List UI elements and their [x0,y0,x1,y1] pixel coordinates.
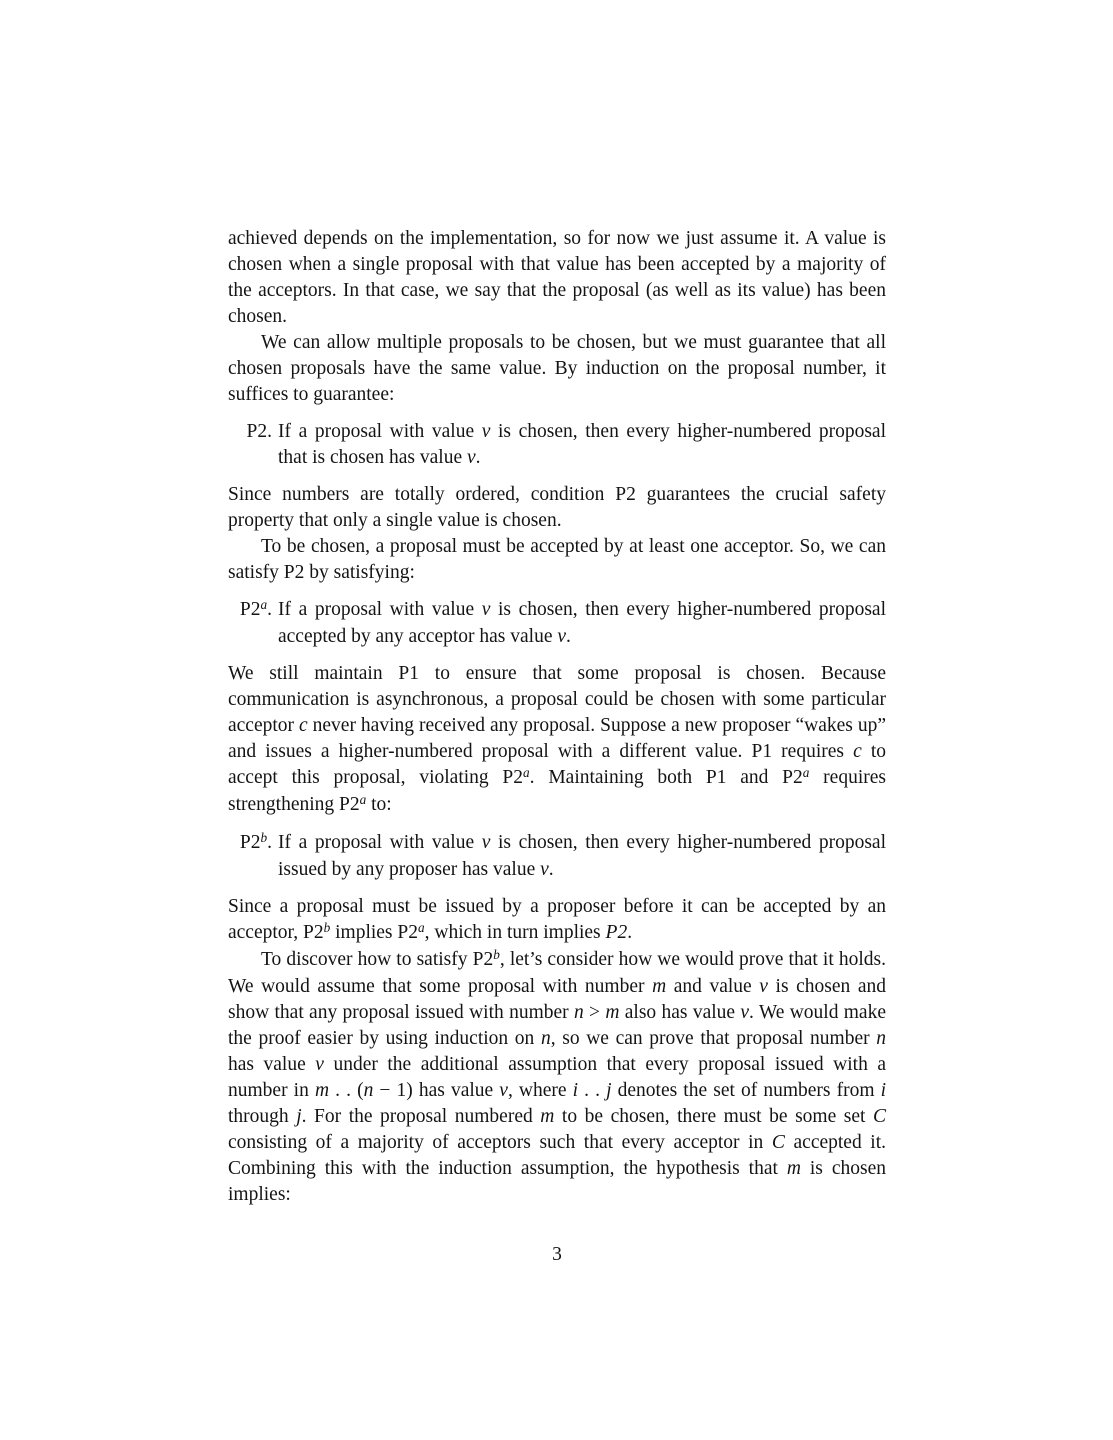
superscript: b [260,830,268,846]
superscript: a [260,597,268,613]
item-label-p2: P2. [246,421,272,442]
math-variable: m [786,1158,801,1179]
math-variable: m [314,1080,330,1101]
math-variable: v [759,976,768,997]
para-totally-ordered: Since numbers are totally ordered, condition P2 guarantees the crucial safety property that only a single value is chosen. [228,484,886,531]
math-variable: n [573,1002,584,1023]
math-variable: m [652,976,667,997]
math-variable: m [540,1106,555,1127]
math-variable: v [540,859,549,880]
math-variable: C [872,1106,886,1127]
item-body-p2a: If a proposal with value v is chosen, then every higher-numbered proposal accepted by any acceptor has value v. [278,599,886,647]
math-variable: v [499,1080,508,1101]
superscript: a [802,765,810,781]
math-variable: v [481,421,491,442]
math-variable: j [296,1106,302,1127]
superscript: a [359,792,367,808]
superscript: b [493,947,500,963]
item-p2a [228,597,886,650]
para-discover-satisfy: To discover how to satisfy P2$^b$, let’s consider how we would prove that it holds. We would assume that some proposal with number m and value v is chosen and show that any proposal issued with number n > m also has value v. We would make the proof easier by using induction on n, so we can prove that proposal number n has value v under the additional assumption that every proposal issued with a number in m . . (n − 1) has value v, where i . . j denotes the set of numbers from i through j. For the proposal numbered m to be chosen, there must be some set C consisting of a majority of acceptors such that every acceptor in C accepted it. Combining this with the induction assumption, the hypothesis that m is chosen implies: [228,947,887,1205]
math-variable: j [606,1080,612,1101]
math-variable: v [481,599,491,620]
item-label-p2a: P2$^a$. [239,597,272,620]
math-variable: c [299,715,308,736]
math-variable: v [467,447,476,468]
superscript: b [323,920,331,936]
math-variable: v [740,1002,750,1023]
math-variable: n [363,1080,374,1101]
math-variable: v [481,832,491,853]
para-to-be-chosen: To be chosen, a proposal must be accepted by at least one acceptor. So, we can satisfy P2 by satisfying: [228,536,886,583]
para-value-chosen: achieved depends on the implementation, so for now we just assume it. A value is chosen when a single proposal with that value has been accepted by a majority of the acceptors. In that case, we say that the proposal (as well as its value) has been chosen. [228,228,886,327]
para-multiple-proposals: We can allow multiple proposals to be chosen, but we must guarantee that all chosen proposals have the same value. By induction on the proposal number, it suffices to guarantee: [228,332,886,405]
item-p2b [228,830,886,883]
math-variable: v [557,626,567,647]
math-variable: i [572,1080,579,1101]
math-variable: n [540,1028,551,1049]
superscript: a [418,920,425,936]
para-maintain-p1: We still maintain P1 to ensure that some proposal is chosen. Because communication is asynchronous, a proposal could be chosen with some particular acceptor c never having received any proposal. Suppose a new proposer “wakes up” and issues a higher-numbered proposal with a different value. P1 requires c to accept this proposal, violating P2$^a$. Maintaining both P1 and P2$^a$ requires strengthening P2$^a$ to: [228,663,886,815]
para-proposal-issued: Since a proposal must be issued by a proposer before it can be accepted by an acceptor, P2$^b$ implies P2$^a$, which in turn implies P2. [228,896,886,943]
item-body-p2b: If a proposal with value v is chosen, then every higher-numbered proposal issued by any proposer has value v. [278,832,886,880]
text-column [228,226,886,1208]
math-variable: P2 [605,922,628,943]
math-variable: C [771,1132,785,1153]
item-p2 [228,419,886,471]
superscript: a [523,765,530,781]
math-variable: n [876,1028,886,1049]
math-variable: c [853,741,862,762]
item-body-p2: If a proposal with value v is chosen, then every higher-numbered proposal that is chosen has value v. [278,421,886,468]
math-variable: i [880,1080,887,1101]
math-variable: v [315,1054,324,1075]
math-variable: m [605,1002,620,1023]
page-number: 3 [552,1244,562,1265]
item-label-p2b: P2$^b$. [239,830,272,853]
